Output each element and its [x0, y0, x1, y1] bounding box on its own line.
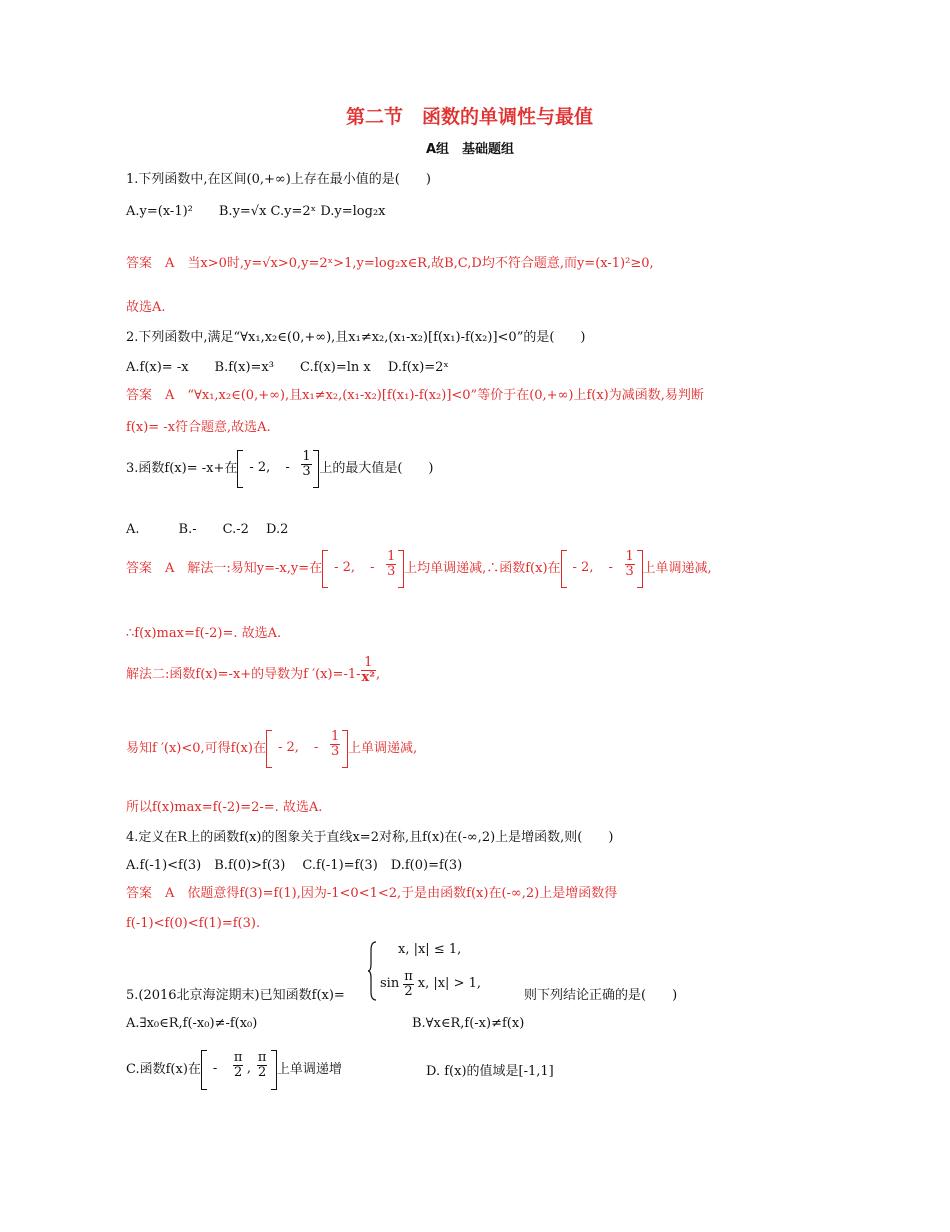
q4-options: A.f(-1)<f(3) B.f(0)>f(3) C.f(-1)=f(3) D.f(0)=f(3)	[126, 858, 463, 873]
q1-options: A.y=(x-1)² B.y=√x C.y=2ˣ D.y=log₂x	[126, 204, 386, 219]
q3-m2-int-left: - 2,	[277, 740, 299, 755]
q5-case2-pre: sin	[380, 976, 400, 992]
q5-case2	[380, 970, 481, 998]
q3-frac-den: 3	[302, 463, 311, 479]
q3-answer-line2: ∴f(x)max=f(-2)=. 故选A.	[126, 626, 282, 641]
q5-option-c	[126, 1050, 342, 1090]
q2-answer-line1: 答案 A “∀x₁,x₂∈(0,+∞),且x₁≠x₂,(x₁-x₂)[f(x₁)-f(x₂)]<0”等价于在(0,+∞)上f(x)为减函数,易判断	[126, 388, 704, 403]
q5-c-minus: -	[212, 1061, 218, 1076]
q3-method2-pre: 解法二:函数f(x)=-x+的导数为f ′(x)=-1-	[126, 666, 361, 682]
q3-ans-int2-num: 1	[625, 549, 634, 564]
q3-method2-post: ,	[375, 666, 381, 682]
q5-c-frac1-num: π	[233, 1050, 243, 1065]
q3-ans-int1-num: 1	[387, 549, 396, 564]
q4-stem: 4.定义在R上的函数f(x)的图象关于直线x=2对称,且f(x)在(-∞,2)上是增函数,则( )	[126, 830, 614, 845]
q5-case1: x, |x| ≤ 1,	[398, 942, 462, 957]
q3-interval-frac	[301, 450, 311, 478]
q3-ans-pre: 答案 A 解法一:易知y=-x,y=在	[126, 561, 323, 577]
q5-case2-post: x, |x| > 1,	[417, 976, 481, 992]
brace-icon	[368, 940, 378, 1002]
q3-method2-line1	[126, 656, 380, 684]
q5-stem-pre: 5.(2016北京海淀期末)已知函数f(x)=	[126, 988, 345, 1003]
q5-option-d: D. f(x)的值域是[-1,1]	[426, 1064, 554, 1079]
q3-ans-int2-frac	[625, 550, 635, 578]
q3-method2-num: 1	[361, 656, 376, 671]
q3-interval-left: - 2,	[249, 460, 271, 475]
section-subtitle: A组 基础题组	[426, 142, 515, 157]
q3-method2-den: x²	[361, 669, 375, 685]
q2-options: A.f(x)= -x B.f(x)=x³ C.f(x)=ln x D.f(x)=2ˣ	[126, 360, 449, 375]
q3-method2-frac	[361, 656, 376, 684]
q3-m2-int-den: 3	[330, 743, 340, 759]
q3-ans-int2-left: - 2,	[572, 560, 594, 575]
q3-ans-int1-left: - 2,	[334, 560, 356, 575]
q5-option-a: A.∃x₀∈R,f(-x₀)≠-f(x₀)	[126, 1016, 258, 1031]
q4-answer-line2: f(-1)<f(0)<f(1)=f(3).	[126, 916, 261, 931]
q5-case2-num: π	[404, 969, 413, 984]
q5-option-c-interval: - $\frac{\pi}{2}$ , $\frac{\pi}{2}$	[201, 1050, 277, 1090]
q3-method2-interval	[266, 730, 348, 768]
q3-ans-int1-den: 3	[387, 563, 396, 579]
q3-stem-pre: 3.函数f(x)= -x+在	[126, 461, 238, 477]
q3-stem-post: 上的最大值是( )	[319, 461, 434, 477]
q5-piecewise	[368, 940, 518, 1002]
q3-ans-int1-sign: -	[370, 560, 375, 575]
q3-ans-mid: 上均单调递减,∴函数f(x)在	[404, 561, 561, 577]
q3-m2-int-frac	[330, 730, 340, 758]
q2-stem: 2.下列函数中,满足“∀x₁,x₂∈(0,+∞),且x₁≠x₂,(x₁-x₂)[f(x₁)-f(x₂)]<0”的是( )	[126, 330, 586, 345]
q3-method2-line2	[126, 730, 417, 768]
q1-answer-line1: 答案 A 当x>0时,y=√x>0,y=2ˣ>1,y=log₂x∈R,故B,C,D均不符合题意,而y=(x-1)²≥0,	[126, 256, 654, 271]
q3-frac-num: 1	[302, 449, 311, 464]
q3-options: A. B.- C.-2 D.2	[126, 522, 289, 537]
q5-c-frac2-num: π	[257, 1050, 267, 1065]
q3-ans-post: 上单调递减,	[642, 561, 712, 577]
q3-answer-line1	[126, 550, 712, 588]
q3-m2-int-sign: -	[313, 740, 319, 755]
q3-ans-int1-frac	[386, 550, 396, 578]
q3-interval-sign: -	[285, 460, 290, 475]
q5-option-c-pre: C.函数f(x)在	[126, 1062, 201, 1078]
q3-ans-interval-1	[322, 550, 404, 588]
q5-c-frac1	[233, 1051, 244, 1079]
q5-c-frac2	[257, 1051, 268, 1079]
q5-option-b: B.∀x∈R,f(-x)≠f(x)	[412, 1016, 525, 1031]
q4-answer-line1: 答案 A 依题意得f(3)=f(1),因为-1<0<1<2,于是由函数f(x)在(-∞,2)上是增函数得	[126, 886, 618, 901]
q1-stem: 1.下列函数中,在区间(0,+∞)上存在最小值的是( )	[126, 172, 431, 187]
q5-c-frac1-den: 2	[234, 1064, 243, 1080]
q1-answer-line2: 故选A.	[126, 300, 166, 315]
q5-case2-frac	[403, 970, 414, 998]
q3-m2-int-num: 1	[330, 729, 340, 744]
q5-case2-den: 2	[404, 983, 413, 999]
q5-stem-post: 则下列结论正确的是( )	[524, 988, 678, 1003]
q5-option-c-post: 上单调递增	[276, 1062, 342, 1078]
page-title: 第二节 函数的单调性与最值	[346, 106, 594, 128]
q3-method2-line2-post: 上单调递减,	[347, 741, 418, 757]
q3-ans-int2-sign: -	[608, 560, 613, 575]
q3-method2-line3: 所以f(x)max=f(-2)=2-=. 故选A.	[126, 800, 323, 815]
q3-interval	[237, 450, 319, 488]
q2-answer-line2: f(x)= -x符合题意,故选A.	[126, 420, 271, 435]
q3-method2-line2-pre: 易知f ′(x)<0,可得f(x)在	[126, 741, 266, 757]
q3-ans-int2-den: 3	[625, 563, 634, 579]
q3-ans-interval-2	[561, 550, 643, 588]
q3-stem	[126, 450, 434, 488]
q5-c-frac2-den: 2	[258, 1064, 267, 1080]
